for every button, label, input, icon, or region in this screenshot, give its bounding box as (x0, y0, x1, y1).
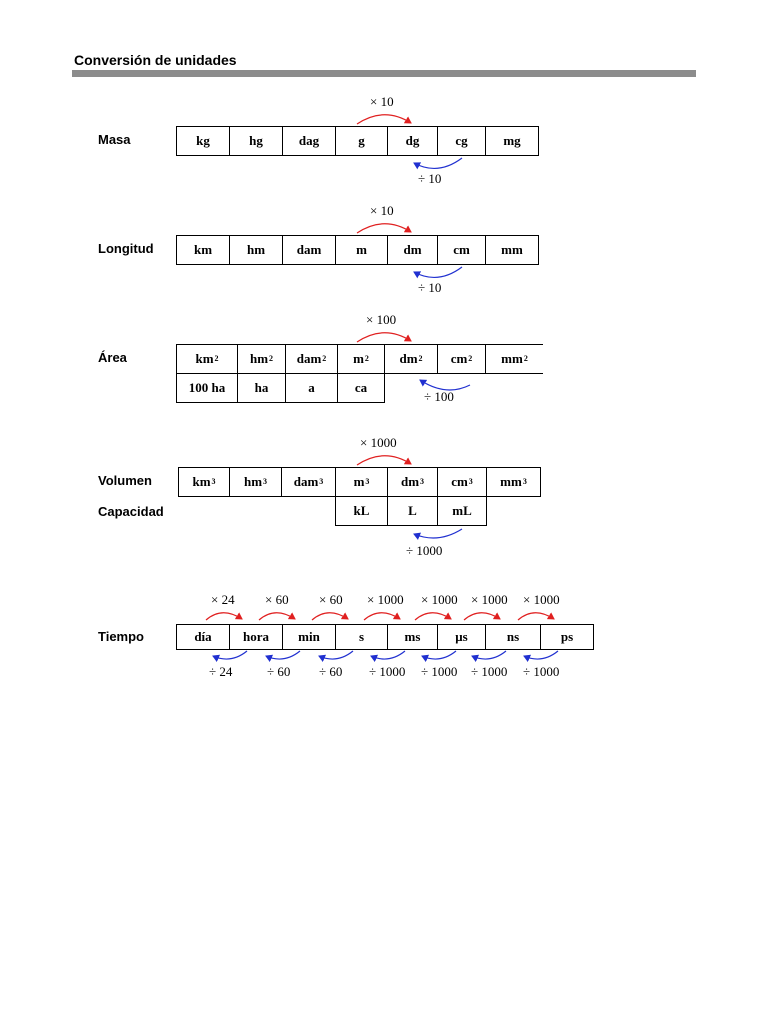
area-label: Área (98, 350, 127, 365)
tiempo-div-label-2: ÷ 60 (267, 664, 291, 679)
volumen-unit-km3: km $^3$ (178, 467, 230, 497)
tiempo-mult-label-5: × 1000 (421, 592, 458, 607)
longitud-mult-arrow (357, 224, 411, 233)
capacidad-unit-kL: kL (335, 496, 388, 526)
area-mult-arrow (357, 333, 411, 342)
tiempo-div-label-5: ÷ 1000 (421, 664, 458, 679)
volumen-unit-dam3: dam $^3$ (281, 467, 336, 497)
tiempo-div-arrow-5 (422, 651, 456, 659)
area-unit-km2: km $^2$ (176, 344, 238, 374)
tiempo-mult-arrow-4 (364, 613, 400, 620)
tiempo-div-arrow-3 (319, 651, 353, 659)
tiempo-mult-label-7: × 1000 (523, 592, 560, 607)
tiempo-unit-hora: hora (229, 624, 283, 650)
tiempo-unit-us: μs (437, 624, 486, 650)
masa-unit-cg: cg (437, 126, 486, 156)
tiempo-mult-arrow-3 (312, 613, 348, 620)
volumen-unit-hm3: hm $^3$ (229, 467, 282, 497)
volumen-div-arrow (414, 529, 462, 538)
longitud-div-arrow (414, 267, 462, 277)
longitud-unit-cm: cm (437, 235, 486, 265)
tiempo-mult-label-2: × 60 (265, 592, 289, 607)
tiempo-mult-label-3: × 60 (319, 592, 343, 607)
tiempo-unit-s: s (335, 624, 388, 650)
area-unit-dam2: dam $^2$ (285, 344, 338, 374)
tiempo-mult-arrow-6 (464, 613, 500, 620)
longitud-unit-dam: dam (282, 235, 336, 265)
tiempo-mult-arrow-5 (415, 613, 451, 620)
masa-unit-dg: dg (387, 126, 438, 156)
masa-mult-arrow (357, 115, 411, 124)
tiempo-unit-ns: ns (485, 624, 541, 650)
tiempo-mult-label-4: × 1000 (367, 592, 404, 607)
masa-unit-dag: dag (282, 126, 336, 156)
page-title: Conversión de unidades (74, 52, 237, 68)
area-mult-label: × 100 (366, 312, 397, 327)
longitud-unit-hm: hm (229, 235, 283, 265)
capacidad-unit-mL: mL (437, 496, 487, 526)
area-sub-ca: ca (337, 373, 385, 403)
tiempo-div-label-7: ÷ 1000 (523, 664, 560, 679)
tiempo-div-label-1: ÷ 24 (209, 664, 233, 679)
tiempo-label: Tiempo (98, 629, 144, 644)
tiempo-unit-ms: ms (387, 624, 438, 650)
masa-unit-hg: hg (229, 126, 283, 156)
tiempo-mult-arrow-1 (206, 613, 242, 620)
tiempo-div-arrow-1 (213, 651, 247, 659)
longitud-unit-km: km (176, 235, 230, 265)
area-sub-100ha: 100 ha (176, 373, 238, 403)
tiempo-div-arrow-2 (266, 651, 300, 659)
tiempo-div-label-3: ÷ 60 (319, 664, 343, 679)
tiempo-div-arrow-6 (472, 651, 506, 659)
title-rule (72, 70, 696, 77)
masa-mult-label: × 10 (370, 94, 394, 109)
volumen-mult-label: × 1000 (360, 435, 397, 450)
volumen-unit-cm3: cm $^3$ (437, 467, 487, 497)
masa-unit-kg: kg (176, 126, 230, 156)
tiempo-mult-arrow-2 (259, 613, 295, 620)
longitud-unit-dm: dm (387, 235, 438, 265)
longitud-unit-m: m (335, 235, 388, 265)
capacidad-unit-L: L (387, 496, 438, 526)
tiempo-unit-ps: ps (540, 624, 594, 650)
longitud-label: Longitud (98, 241, 154, 256)
tiempo-unit-dia: día (176, 624, 230, 650)
tiempo-mult-label-6: × 1000 (471, 592, 508, 607)
area-unit-dm2: dm $^2$ (384, 344, 438, 374)
masa-unit-mg: mg (485, 126, 539, 156)
volumen-mult-arrow (357, 456, 411, 465)
longitud-mult-label: × 10 (370, 203, 394, 218)
masa-div-arrow (414, 158, 462, 168)
area-unit-hm2: hm $^2$ (237, 344, 286, 374)
longitud-unit-mm: mm (485, 235, 539, 265)
volumen-unit-dm3: dm $^3$ (387, 467, 438, 497)
volumen-div-label: ÷ 1000 (406, 543, 443, 558)
area-unit-mm2: mm $^2$ (485, 344, 543, 374)
tiempo-div-arrow-4 (371, 651, 405, 659)
longitud-div-label: ÷ 10 (418, 280, 442, 295)
capacidad-label: Capacidad (98, 504, 164, 519)
tiempo-div-label-6: ÷ 1000 (471, 664, 508, 679)
volumen-unit-mm3: mm $^3$ (486, 467, 541, 497)
area-sub-a: a (285, 373, 338, 403)
masa-label: Masa (98, 132, 131, 147)
area-sub-ha: ha (237, 373, 286, 403)
tiempo-div-label-4: ÷ 1000 (369, 664, 406, 679)
area-unit-m2: m $^2$ (337, 344, 385, 374)
tiempo-div-arrow-7 (524, 651, 558, 659)
tiempo-unit-min: min (282, 624, 336, 650)
volumen-unit-m3: m $^3$ (335, 467, 388, 497)
masa-div-label: ÷ 10 (418, 171, 442, 186)
tiempo-mult-label-1: × 24 (211, 592, 235, 607)
area-div-label: ÷ 100 (424, 389, 454, 404)
tiempo-mult-arrow-7 (518, 613, 554, 620)
masa-unit-g: g (335, 126, 388, 156)
area-unit-cm2: cm $^2$ (437, 344, 486, 374)
volumen-label: Volumen (98, 473, 152, 488)
